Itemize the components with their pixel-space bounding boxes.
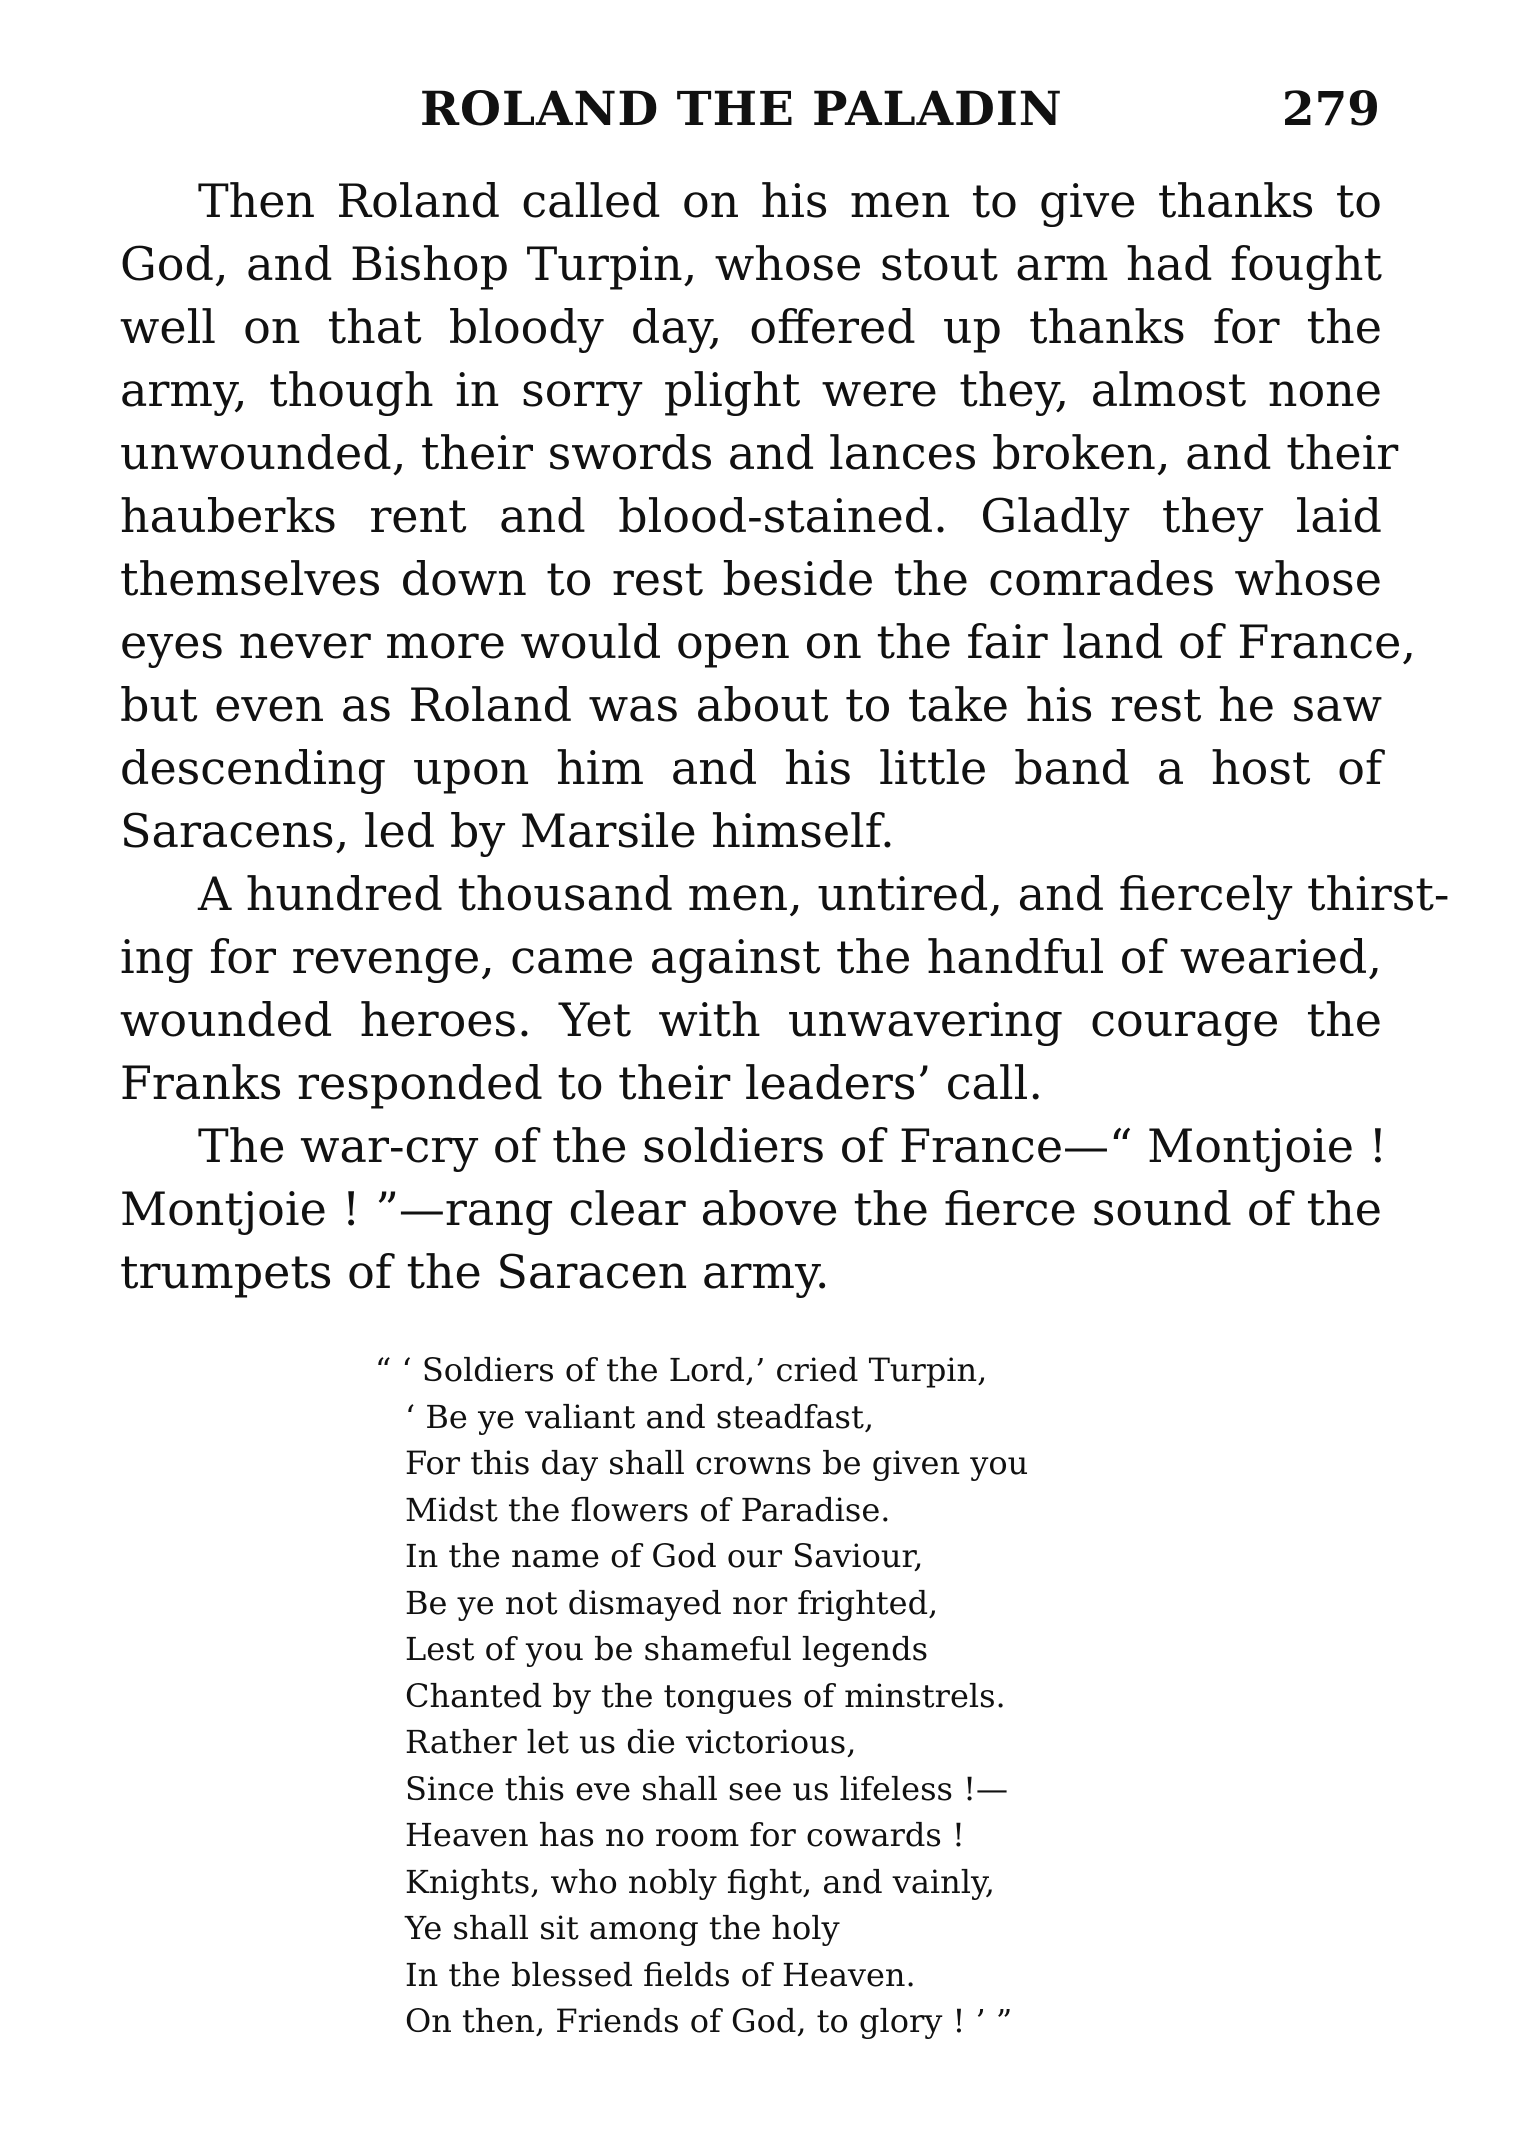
verse-line: Lest of you be shameful legends xyxy=(405,1630,928,1668)
text-line: Montjoie ! ”—rang clear above the fierce sound of the xyxy=(120,1182,1382,1236)
text-line: well on that bloody day, offered up thanks for the xyxy=(120,300,1382,354)
text-line: unwounded, their swords and lances broken, and their xyxy=(120,426,1399,480)
running-title: ROLAND THE PALADIN xyxy=(420,82,1063,137)
running-header xyxy=(120,82,1380,142)
text-line: wounded heroes. Yet with unwavering courage the xyxy=(120,993,1382,1047)
paragraph xyxy=(120,170,1416,863)
verse-line: On then, Friends of God, to glory ! ’ ” xyxy=(405,2002,1013,2040)
text-line: but even as Roland was about to take his rest he saw xyxy=(120,678,1382,732)
verse-line: Knights, who nobly fight, and vainly, xyxy=(405,1862,995,1901)
paragraph xyxy=(120,863,1450,1115)
text-line: God, and Bishop Turpin, whose stout arm had fought xyxy=(120,237,1382,291)
verse-quotation xyxy=(375,1347,1028,2045)
text-line: trumpets of the Saracen army. xyxy=(120,1245,830,1299)
text-line: hauberks rent and blood-stained. Gladly they laid xyxy=(120,489,1382,543)
body-text xyxy=(120,170,1450,1304)
text-line: Franks responded to their leaders’ call. xyxy=(120,1056,1043,1110)
verse-line: ‘ Be ye valiant and steadfast, xyxy=(405,1397,874,1436)
text-line: army, though in sorry plight were they, almost none xyxy=(120,363,1382,417)
verse-line: Be ye not dismayed nor frighted, xyxy=(405,1583,939,1622)
text-line: eyes never more would open on the fair land of France, xyxy=(120,615,1416,669)
text-line: descending upon him and his little band a host of xyxy=(120,741,1382,795)
verse-line: In the blessed fields of Heaven. xyxy=(405,1955,916,1994)
verse-line: For this day shall crowns be given you xyxy=(405,1444,1029,1482)
verse-line: Midst the flowers of Paradise. xyxy=(405,1490,891,1529)
text-line: A hundred thousand men, untired, and fiercely thirst- xyxy=(198,867,1450,921)
verse-line: “ ‘ Soldiers of the Lord,’ cried Turpin, xyxy=(375,1351,988,1389)
text-line: Then Roland called on his men to give thanks to xyxy=(198,174,1382,228)
text-line: ing for revenge, came against the handful of wearied, xyxy=(120,930,1382,984)
verse-line: Since this eve shall see us lifeless !— xyxy=(405,1769,1008,1808)
verse-line: Rather let us die victorious, xyxy=(405,1723,857,1761)
verse-line: In the name of God our Saviour, xyxy=(405,1537,924,1575)
text-line: themselves down to rest beside the comrades whose xyxy=(120,552,1382,606)
verse-line: Ye shall sit among the holy xyxy=(405,1909,840,1947)
verse-line: Chanted by the tongues of minstrels. xyxy=(405,1676,1006,1715)
verse-line: Heaven has no room for cowards ! xyxy=(405,1816,965,1854)
page-number: 279 xyxy=(1281,82,1380,137)
text-line: The war-cry of the soldiers of France—“ Montjoie ! xyxy=(198,1119,1388,1173)
text-line: Saracens, led by Marsile himself. xyxy=(120,804,895,858)
paragraph xyxy=(120,1115,1388,1304)
